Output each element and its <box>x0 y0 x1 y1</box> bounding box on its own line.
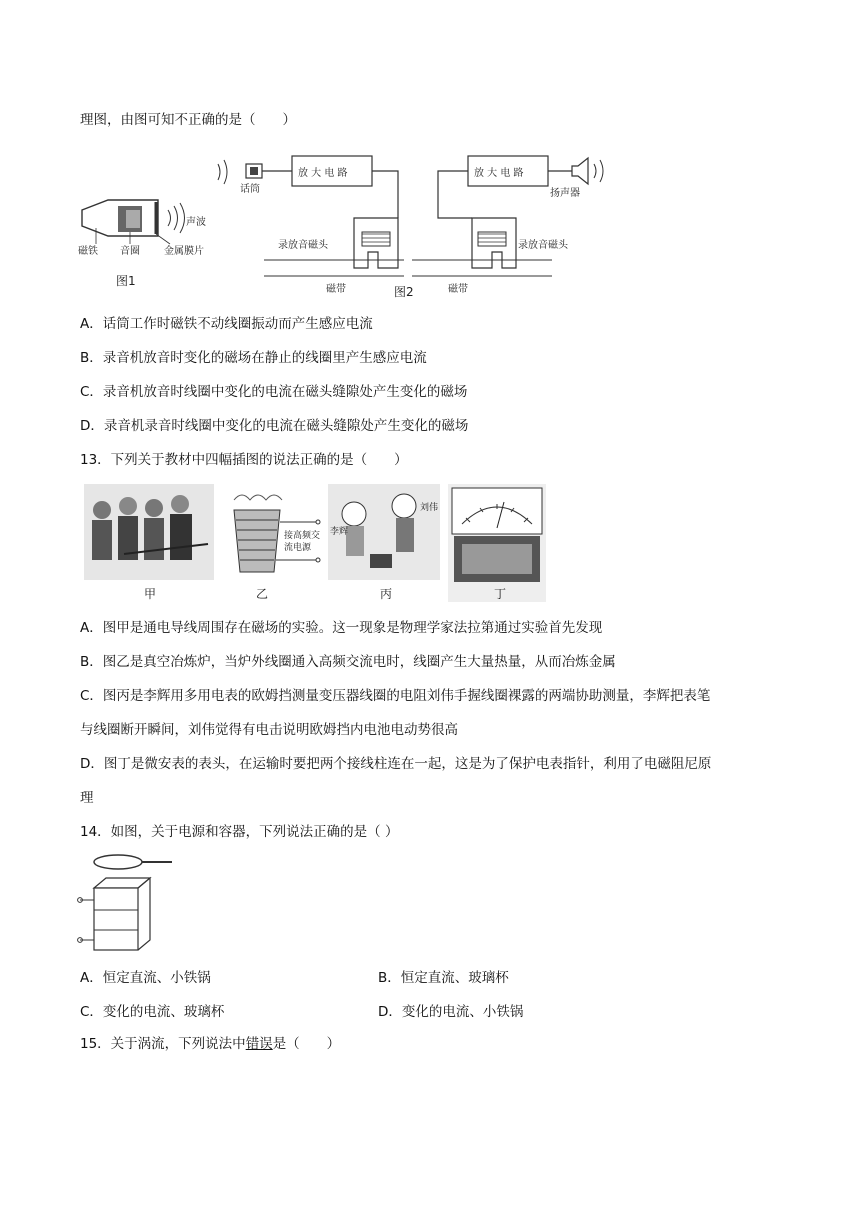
question-14-stem: 14．如图，关于电源和容器，下列说法正确的是（ ） <box>80 824 399 840</box>
question-12-option-c: C．录音机放音时线圈中变化的电流在磁头缝隙处产生变化的磁场 <box>80 384 468 400</box>
illustration-yi <box>234 495 320 601</box>
question-14-option-d: D．变化的电流、小铁锅 <box>378 1004 524 1020</box>
svg-text:乙: 乙 <box>256 587 269 601</box>
question-14-option-c: C．变化的电流、玻璃杯 <box>80 1004 225 1020</box>
question-14-option-b: B．恒定直流、玻璃杯 <box>378 970 509 986</box>
question-15-underlined-word: 错误 <box>245 1036 273 1052</box>
svg-text:接高频交: 接高频交 <box>284 531 321 541</box>
svg-text:话筒: 话筒 <box>240 184 260 195</box>
question-13-option-c-continued: 与线圈断开瞬间，刘伟觉得有电击说明欧姆挡内电池电动势很高 <box>80 722 458 738</box>
question-13-option-d-continued: 理 <box>80 790 94 806</box>
svg-text:放 大 电 路: 放 大 电 路 <box>298 168 348 179</box>
svg-text:录放音磁头: 录放音磁头 <box>278 240 328 251</box>
pot-and-coil-diagram <box>76 852 176 960</box>
playback-path <box>394 156 603 299</box>
question-13-option-b: B．图乙是真空冶炼炉，当炉外线圈通入高频交流电时，线圈产生大量热量，从而冶炼金属 <box>80 654 616 670</box>
svg-text:扬声器: 扬声器 <box>550 188 580 199</box>
svg-text:流电源: 流电源 <box>284 543 312 553</box>
question-12-stem-tail: 理图，由图可知不正确的是（ ） <box>80 112 296 128</box>
question-13-stem: 13．下列关于教材中四幅插图的说法正确的是（ ） <box>80 452 408 468</box>
question-15-stem-end: 是（ ） <box>272 1036 341 1052</box>
svg-text:放 大 电 路: 放 大 电 路 <box>474 168 524 179</box>
recorder-diagram <box>78 148 638 306</box>
question-12-option-b: B．录音机放音时变化的磁场在静止的线圈里产生感应电流 <box>80 350 427 366</box>
microphone-figure-1 <box>78 200 206 288</box>
question-13-option-c: C．图丙是李辉用多用电表的欧姆挡测量变压器线圈的电阻刘伟手握线圈裸露的两端协助测量，李辉把表笔 <box>80 688 711 704</box>
svg-text:图1: 图1 <box>116 274 136 288</box>
svg-text:金属膜片: 金属膜片 <box>164 246 204 257</box>
svg-text:磁带: 磁带 <box>326 284 346 295</box>
svg-text:丁: 丁 <box>494 587 507 601</box>
svg-text:音圈: 音圈 <box>120 246 140 257</box>
svg-text:刘伟: 刘伟 <box>420 503 439 513</box>
four-illustrations <box>84 484 548 606</box>
svg-text:磁带: 磁带 <box>448 284 468 295</box>
svg-text:磁铁: 磁铁 <box>78 246 98 257</box>
question-12-option-d: D．录音机录音时线圈中变化的电流在磁头缝隙处产生变化的磁场 <box>80 418 469 434</box>
svg-text:声波: 声波 <box>186 217 206 228</box>
svg-text:李辉: 李辉 <box>330 527 349 537</box>
illustration-bing <box>328 484 440 601</box>
svg-text:甲: 甲 <box>144 587 157 601</box>
question-14-option-a: A．恒定直流、小铁锅 <box>80 970 211 986</box>
question-12-option-a: A．话筒工作时磁铁不动线圈振动而产生感应电流 <box>80 316 373 332</box>
svg-text:录放音磁头: 录放音磁头 <box>518 240 568 251</box>
question-15-stem <box>80 1034 340 1054</box>
svg-text:图2: 图2 <box>394 285 414 299</box>
illustration-ding <box>448 484 546 602</box>
question-13-option-d: D．图丁是微安表的表头，在运输时要把两个接线柱连在一起，这是为了保护电表指针，利用了电磁阻尼原 <box>80 756 712 772</box>
question-15-stem-start: 15．关于涡流，下列说法中 <box>80 1036 246 1052</box>
question-13-option-a: A．图甲是通电导线周围存在磁场的实验。这一现象是物理学家法拉第通过实验首先发现 <box>80 620 603 636</box>
illustration-jia <box>84 484 214 601</box>
recording-path <box>218 156 404 295</box>
svg-text:丙: 丙 <box>380 587 393 601</box>
